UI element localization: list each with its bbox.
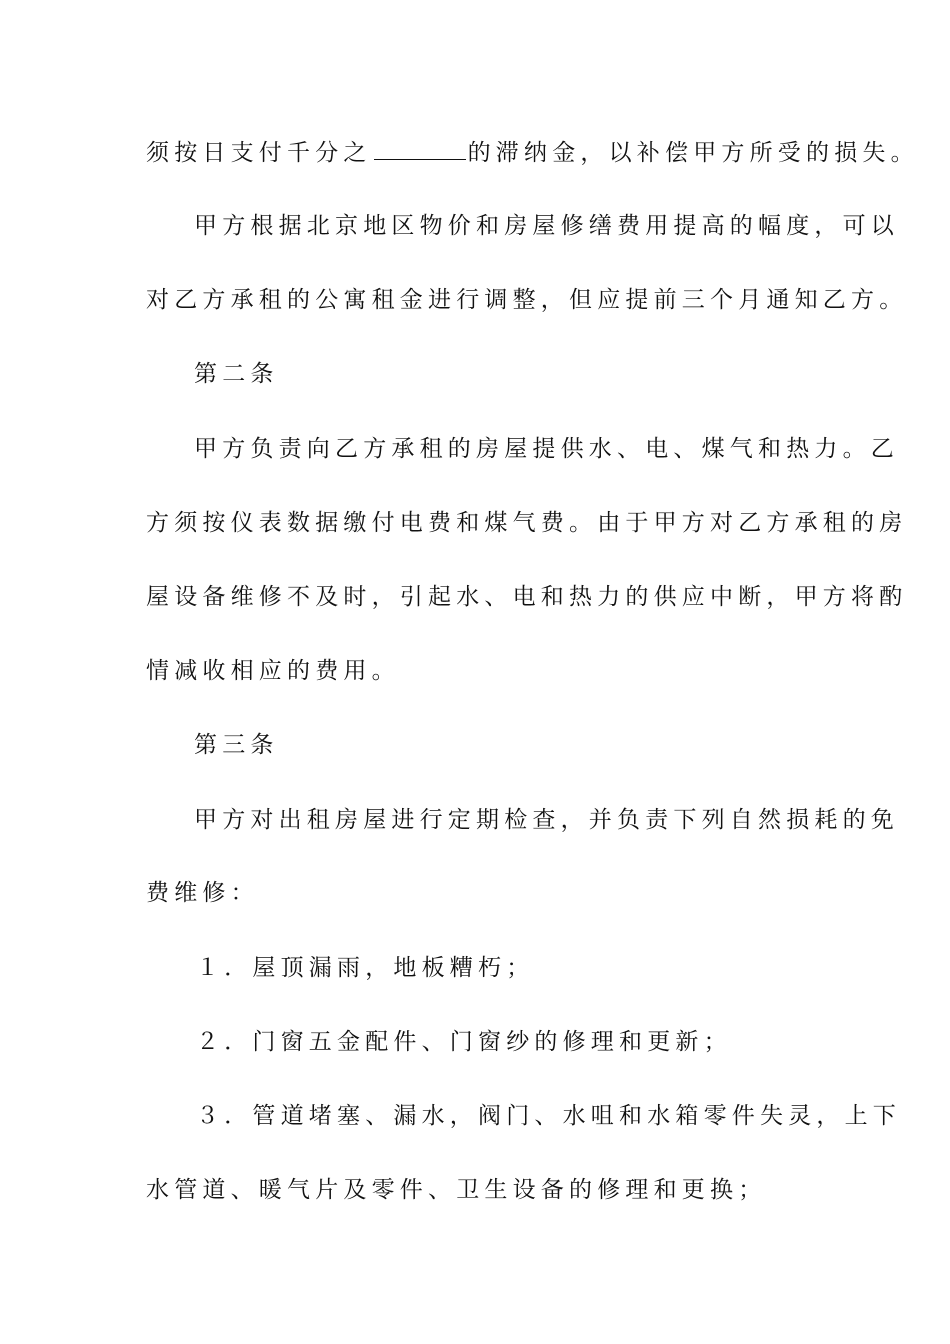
paragraph-line: 对乙方承租的公寓租金进行调整，但应提前三个月通知乙方。 [146,287,908,313]
paragraph-line: 情减收相应的费用。 [146,658,400,684]
paragraph-line: 甲方对出租房屋进行定期检查，并负责下列自然损耗的免 [194,807,899,833]
list-item: ３．管道堵塞、漏水，阀门、水咀和水箱零件失灵，上下 [196,1103,901,1129]
article-heading: 第二条 [194,361,279,387]
article-heading: 第三条 [194,732,279,758]
fill-in-blank [374,141,466,160]
list-item: ２．门窗五金配件、门窗纱的修理和更新； [196,1029,732,1055]
text-segment: 须按日支付千分之 [146,140,372,166]
paragraph-line [146,138,919,168]
paragraph-line: 甲方负责向乙方承租的房屋提供水、电、煤气和热力。乙 [194,436,899,462]
paragraph-line: 甲方根据北京地区物价和房屋修缮费用提高的幅度，可以 [194,213,899,239]
paragraph-line: 方须按仪表数据缴付电费和煤气费。由于甲方对乙方承租的房 [146,510,908,536]
paragraph-line: 费维修： [146,880,259,906]
text-segment: 的滞纳金，以补偿甲方所受的损失。 [467,140,919,166]
list-item: １．屋顶漏雨，地板糟朽； [196,955,535,981]
paragraph-line: 屋设备维修不及时，引起水、电和热力的供应中断，甲方将酌 [146,584,908,610]
paragraph-line: 水管道、暖气片及零件、卫生设备的修理和更换； [146,1177,767,1203]
